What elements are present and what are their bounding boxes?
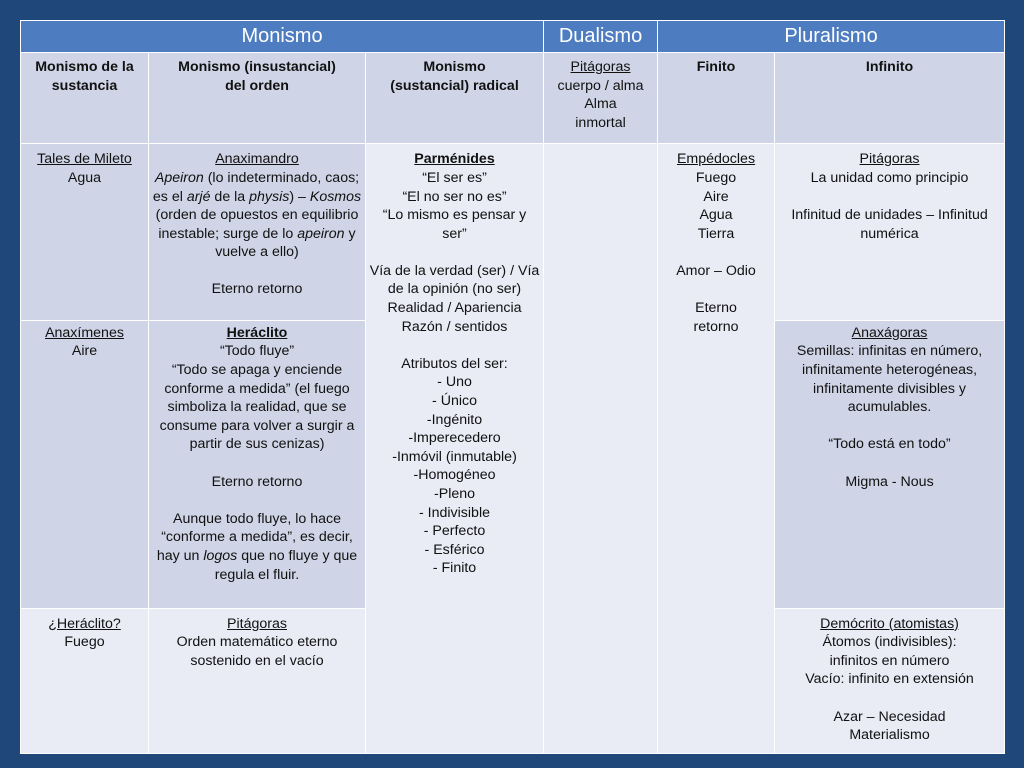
subheader-orden: Monismo (insustancial) del orden: [149, 53, 366, 144]
cell-democrito: Demócrito (atomistas) Átomos (indivisibles): infinitos en número Vacío: infinito en extensión Azar – Necesidad Materialismo: [775, 608, 1005, 753]
cell-dualismo-empty: [544, 144, 658, 754]
subheader-infinito: Infinito: [775, 53, 1005, 144]
header-pluralismo: Pluralismo: [658, 21, 1005, 53]
cell-anaximandro: Anaximandro Apeiron (lo indeterminado, caos; es el arjé de la physis) – Kosmos (orden de opuestos en equilibrio inestable; surge de lo apeiron y vuelve a ello) Eterno retorno: [149, 144, 366, 320]
cell-tales: Tales de Mileto Agua: [21, 144, 149, 320]
row-1: [21, 144, 1005, 320]
cell-heraclito-q: ¿Heráclito? Fuego: [21, 608, 149, 753]
subheader-dualismo-pitagoras: Pitágoras cuerpo / alma Alma inmortal: [544, 53, 658, 144]
header-row: [21, 21, 1005, 53]
cell-heraclito: Heráclito “Todo fluye” “Todo se apaga y enciende conforme a medida” (el fuego simboliza la realidad, que se consume para volver a surgir a partir de sus cenizas) Eterno retorno Aunque todo fluye, lo hace “conforme a medida”, es decir, hay un logos que no fluye y que regula el fluir.: [149, 320, 366, 608]
header-monismo: Monismo: [21, 21, 544, 53]
philosophy-table: [20, 20, 1005, 754]
cell-anaximenes: Anaxímenes Aire: [21, 320, 149, 608]
subheader-row: [21, 53, 1005, 144]
cell-pitagoras-orden: Pitágoras Orden matemático eterno sostenido en el vacío: [149, 608, 366, 753]
cell-empedocles: Empédocles Fuego Aire Agua Tierra Amor – Odio Eterno retorno: [658, 144, 775, 754]
cell-pitagoras-infinito: Pitágoras La unidad como principio Infinitud de unidades – Infinitud numérica: [775, 144, 1005, 320]
header-dualismo: Dualismo: [544, 21, 658, 53]
cell-anaxagoras: Anaxágoras Semillas: infinitas en número, infinitamente heterogéneas, infinitamente divisibles y acumulables. “Todo está en todo” Migma - Nous: [775, 320, 1005, 608]
subheader-radical: Monismo (sustancial) radical: [366, 53, 544, 144]
subheader-sustancia: Monismo de la sustancia: [21, 53, 149, 144]
cell-parmenides: Parménides “El ser es” “El no ser no es” “Lo mismo es pensar y ser” Vía de la verdad (ser) / Vía de la opinión (no ser) Realidad / Apariencia Razón / sentidos Atributos del ser: - Uno - Único -Ingénito -Imperecedero -Inmóvil (inmutable) -Homogéneo -Pleno - Indivisible - Perfecto - Esférico - Finito: [366, 144, 544, 754]
subheader-finito: Finito: [658, 53, 775, 144]
